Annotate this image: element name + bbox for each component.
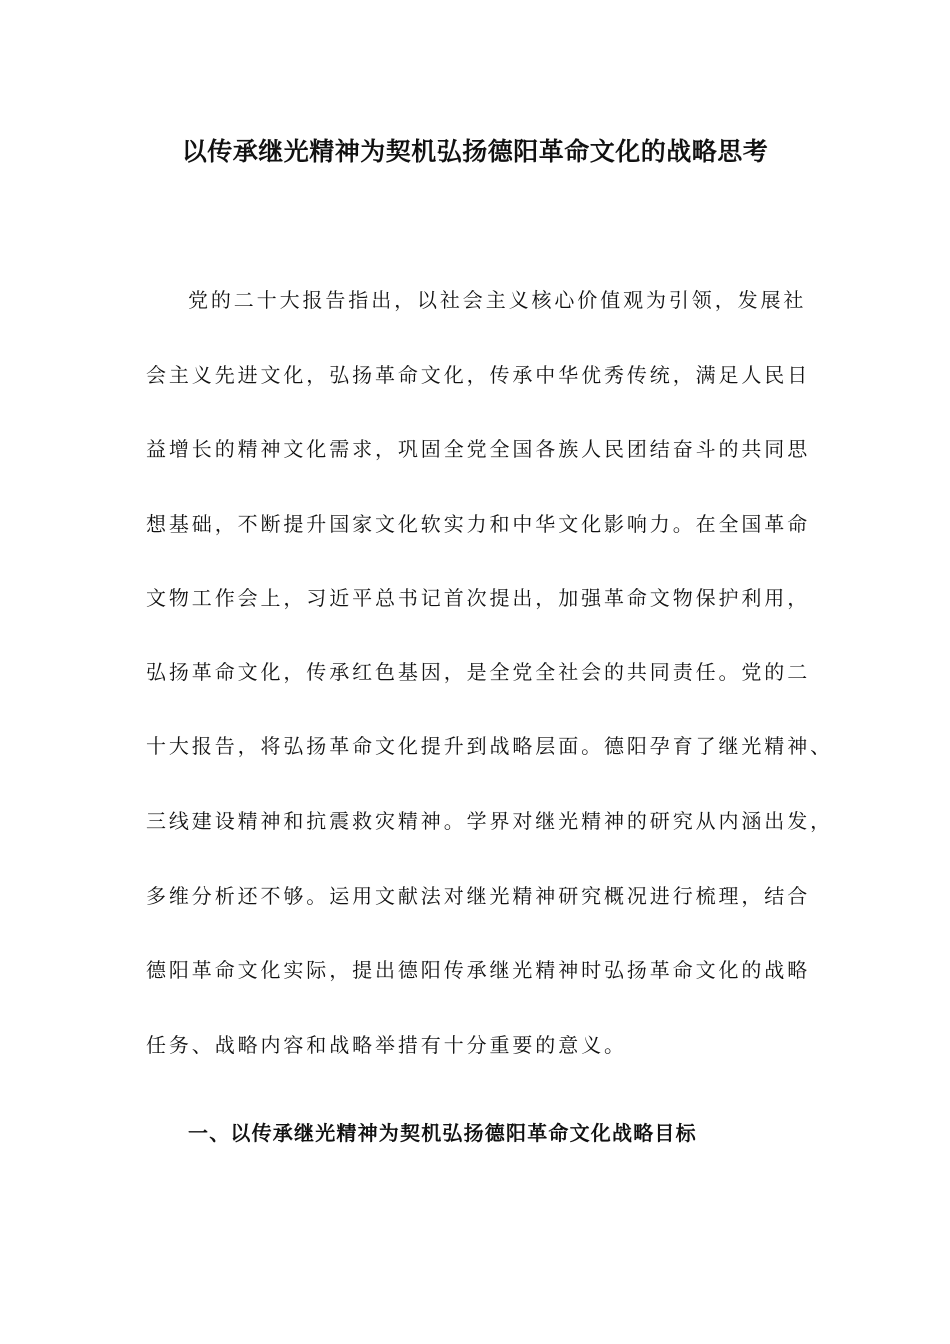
paragraph-line: 德阳革命文化实际，提出德阳传承继光精神时弘扬革命文化的战略: [146, 958, 811, 982]
document-title: 以传承继光精神为契机弘扬德阳革命文化的战略思考: [181, 137, 769, 166]
paragraph-line: 任务、战略内容和战略举措有十分重要的意义。: [146, 1033, 627, 1057]
paragraph-line: 会主义先进文化，弘扬革命文化，传承中华优秀传统，满足人民日: [146, 363, 811, 387]
paragraph-line: 三线建设精神和抗震救灾精神。学界对继光精神的研究从内涵出发，: [146, 809, 833, 833]
paragraph-line: 十大报告，将弘扬革命文化提升到战略层面。德阳孕育了继光精神、: [146, 734, 833, 758]
paragraph-line: 弘扬革命文化，传承红色基因，是全党全社会的共同责任。党的二: [146, 660, 811, 684]
paragraph-line: 益增长的精神文化需求，巩固全党全国各族人民团结奋斗的共同思: [146, 437, 811, 461]
paragraph-line: 党的二十大报告指出，以社会主义核心价值观为引领，发展社: [188, 288, 807, 312]
section-heading: 一、以传承继光精神为契机弘扬德阳革命文化战略目标: [188, 1121, 697, 1145]
paragraph-line: 多维分析还不够。运用文献法对继光精神研究概况进行梳理，结合: [146, 884, 811, 908]
paragraph-line: 文物工作会上，习近平总书记首次提出，加强革命文物保护利用，: [146, 586, 811, 610]
paragraph-line: 想基础，不断提升国家文化软实力和中华文化影响力。在全国革命: [146, 512, 811, 536]
